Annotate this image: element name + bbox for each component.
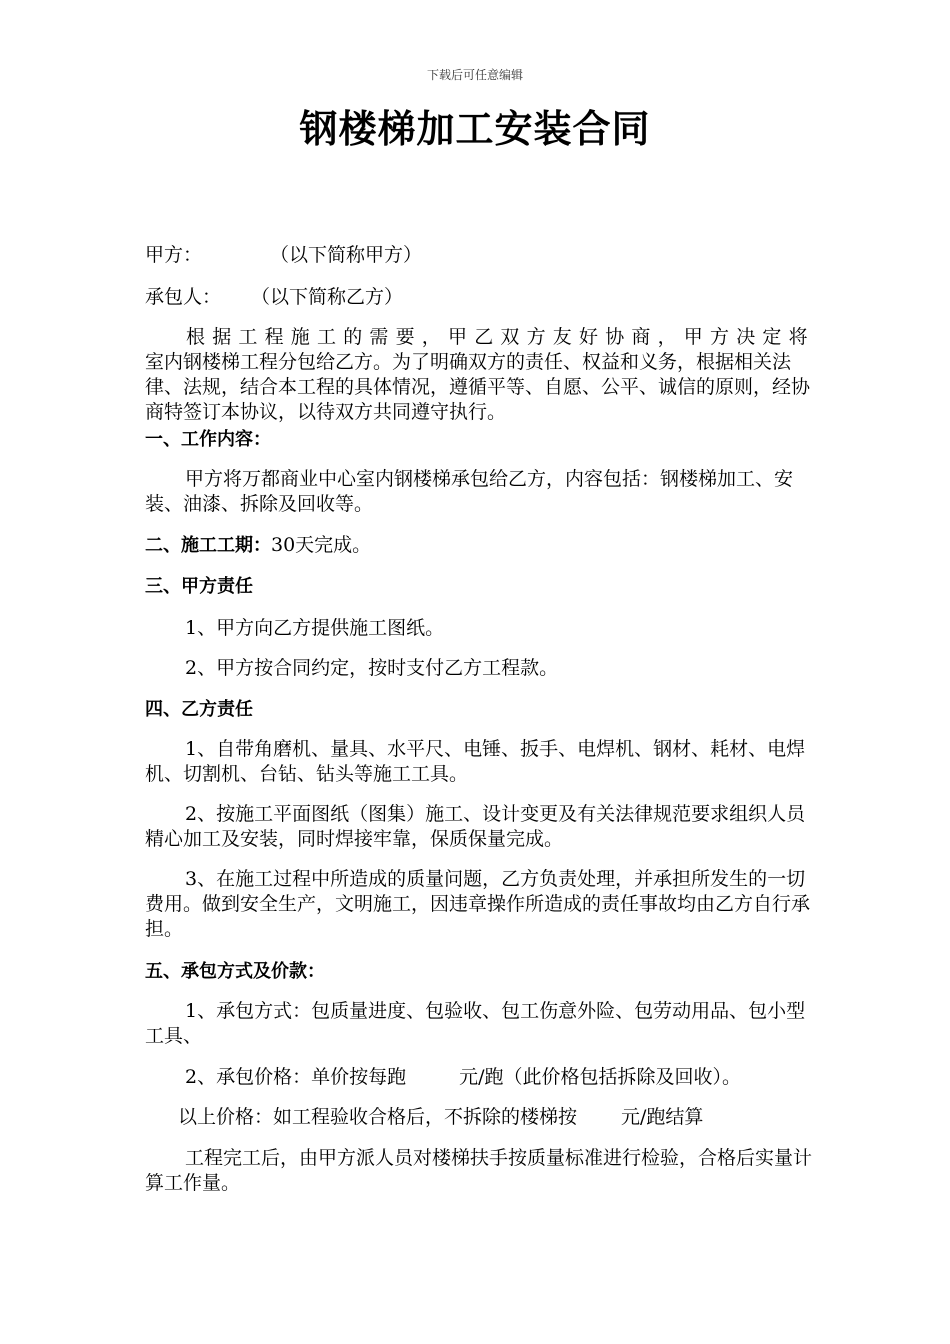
section3-item-1: 1、甲方向乙方提供施工图纸。: [185, 617, 445, 639]
section5-item-3: [178, 1105, 853, 1130]
section2-line: [145, 533, 820, 558]
section1-text: 甲方将万都商业中心室内钢楼梯承包给乙方，内容包括：钢楼梯加工、安装、油漆、拆除及回收等。: [145, 468, 794, 515]
settlement-unit: 元/跑结算: [621, 1106, 704, 1128]
section1-heading: 一、工作内容：: [145, 429, 271, 450]
section3-item-2: 2、甲方按合同约定，按时支付乙方工程款。: [185, 657, 559, 679]
party-b-note: （以下简称乙方）: [251, 286, 404, 308]
party-a-note: （以下简称甲方）: [270, 244, 423, 266]
section2-text: 30天完成。: [271, 534, 372, 556]
intro-first-line: 根据工程施工的需要，甲乙双方友好协商，甲方决定将: [186, 326, 815, 348]
intro-paragraph: 室内钢楼梯工程分包给乙方。为了明确双方的责任、权益和义务，根据相关法律、法规，结合本工程的具体情况，遵循平等、自愿、公平、诚信的原则，经协商特签订本协议，以待双方共同遵守执行。: [145, 351, 811, 423]
section2-heading: 二、施工工期：: [145, 535, 271, 556]
section5-item-4: 工程完工后，由甲方派人员对楼梯扶手按质量标准进行检验，合格后实量计算工作量。: [145, 1147, 813, 1194]
party-b-line: [145, 285, 820, 310]
party-a-label: 甲方：: [145, 244, 203, 266]
section3-heading: 三、甲方责任: [145, 576, 253, 597]
section4-item-1: 1、自带角磨机、量具、水平尺、电锤、扳手、电焊机、钢材、耗材、电焊机、切割机、台钻、钻头等施工工具。: [145, 738, 806, 785]
document-title: 钢楼梯加工安装合同: [299, 107, 651, 151]
price-label: 2、承包价格：单价按每跑: [185, 1066, 407, 1088]
section4-item-2: 2、按施工平面图纸（图集）施工、设计变更及有关法律规范要求组织人员精心加工及安装，同时焊接牢靠，保质保量完成。: [145, 803, 806, 850]
section4-item-3: 3、在施工过程中所造成的质量问题，乙方负责处理，并承担所发生的一切费用。做到安全生产，文明施工，因违章操作所造成的责任事故均由乙方自行承担。: [145, 868, 811, 940]
party-a-line: [145, 243, 820, 268]
section5-item-2: [185, 1065, 860, 1090]
header-note: 下载后可任意编辑: [426, 68, 523, 82]
settlement-label: 以上价格：如工程验收合格后，不拆除的楼梯按: [178, 1106, 578, 1128]
section4-heading: 四、乙方责任: [145, 699, 253, 720]
section5-item-1: 1、承包方式：包质量进度、包验收、包工伤意外险、包劳动用品、包小型工具、: [145, 1000, 806, 1047]
price-unit: 元/跑（此价格包括拆除及回收）。: [459, 1066, 741, 1088]
section5-heading: 五、承包方式及价款：: [145, 961, 325, 982]
party-b-label: 承包人：: [145, 286, 222, 308]
